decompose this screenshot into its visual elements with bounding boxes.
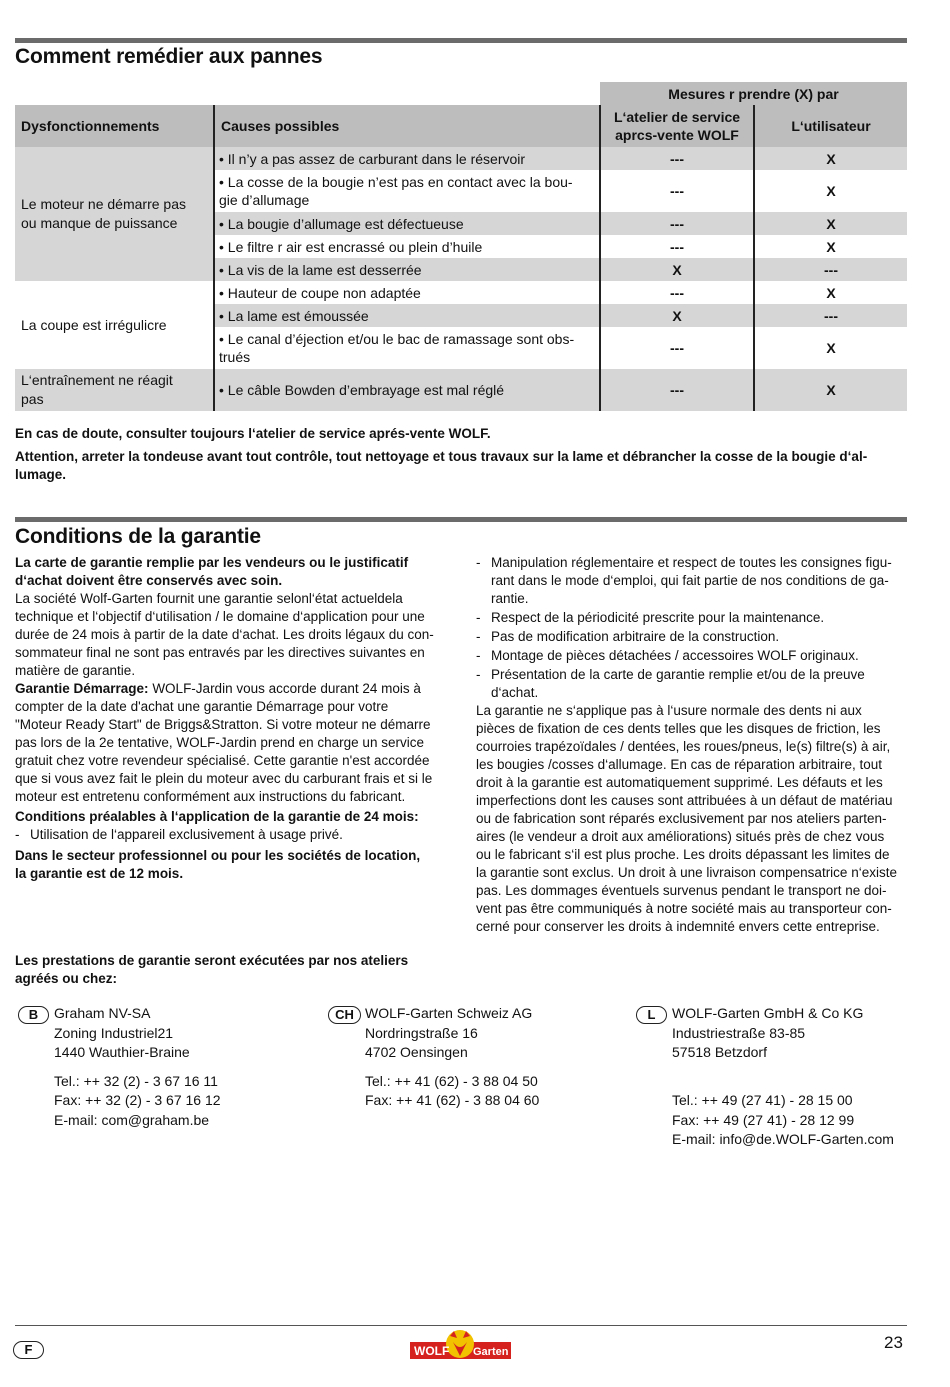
workshop-mark: X [600, 258, 754, 281]
user-mark: X [754, 147, 907, 170]
note-attention: Attention, arreter la tondeuse avant tout contrôle, tout nettoyage et tous travaux sur la lame et débrancher la cosse de la bougie d‘al- lumage. [15, 449, 868, 482]
workshop-mark: --- [600, 327, 754, 369]
country-badge-b: B [18, 1006, 49, 1024]
warranty-right-column [476, 554, 911, 936]
cause-cell: • Hauteur de coupe non adaptée [214, 281, 600, 304]
warranty-start-paragraph: Garantie Démarrage: WOLF-Jardin vous accorde durant 24 mois à compter de la date d'achat une garantie Démarrage pour votre "Moteur Ready Start" de Briggs&Stratton. Si votre moteur ne démarre pas lors de la 2e tentative, WOLF-Jardin prend en charge un service gratuit chez votre revendeur spécialisé. Cette garantie n'est accordée que si vous avez fait le plein du moteur avec du carburant frais et si le moteur est entretenu conformément aux instructions du fabricant. [15, 681, 433, 804]
cause-cell: • La vis de la lame est desserrée [214, 258, 600, 281]
list-item: - Respect de la périodicité prescrite pour la maintenance. [476, 609, 911, 627]
list-item: - Pas de modification arbitraire de la construction. [476, 628, 911, 646]
footer-rule [15, 1325, 907, 1326]
user-mark: X [754, 212, 907, 235]
address-block-belgium: Graham NV-SA Zoning Industriel21 1440 Wauthier-Braine Tel.: ++ 32 (2) - 3 67 16 11 Fax: ++ 32 (2) - 3 67 16 12 E-mail: com@graham.be [54, 1005, 221, 1128]
section-rule [15, 38, 907, 43]
cause-cell: • La lame est émoussée [214, 304, 600, 327]
country-badge-l: L [636, 1006, 667, 1024]
troubleshooting-notes [15, 425, 910, 489]
user-mark: X [754, 369, 907, 411]
workshop-mark: --- [600, 170, 754, 212]
language-badge: F [13, 1341, 44, 1359]
cause-cell: • Le filtre r air est encrassé ou plein d’huile [214, 235, 600, 258]
user-mark: --- [754, 258, 907, 281]
list-item: - Utilisation de l‘appareil exclusivement à usage privé. [15, 826, 455, 844]
table-row [15, 369, 907, 411]
logo-text-wolf: WOLF [414, 1344, 450, 1358]
warranty-prereq-list [15, 826, 455, 844]
col-header-causes: Causes possibles [214, 105, 600, 147]
section-title-troubleshooting: Comment remédier aux pannes [15, 45, 323, 68]
wolf-garten-logo [410, 1330, 511, 1360]
section-rule [15, 517, 907, 522]
col-header-dysfunctions: Dysfonctionnements [15, 105, 214, 147]
workshop-mark: --- [600, 212, 754, 235]
col-header-user: L‘utilisateur [754, 105, 907, 147]
user-mark: X [826, 238, 836, 255]
user-mark: --- [754, 304, 907, 327]
cause-cell: • La bougie d’allumage est défectueuse [214, 212, 600, 235]
workshop-mark: --- [600, 147, 754, 170]
user-mark: X [826, 340, 836, 356]
dysfunction-cell: Le moteur ne démarre pas ou manque de puissance [15, 147, 214, 281]
warranty-intro: La carte de garantie remplie par les vendeurs ou le justificatif d‘achat doivent être conservés avec soin. [15, 555, 409, 588]
workshop-mark: --- [600, 369, 754, 411]
user-mark: X [826, 284, 836, 301]
page-number: 23 [884, 1333, 903, 1352]
logo-text-garten: Garten [473, 1346, 509, 1358]
warranty-left-column [15, 554, 455, 883]
warranty-exclusions-paragraph: La garantie ne s‘applique pas à l‘usure normale des dents ni aux pièces de fixation de ces dents telles que les disques de friction, les courroies trapézoïdales / dentées, les roues/pneus, le(s) filtre(s) à air, les bougies /cosses d‘allumage. En cas de réparation arbitraire, tout droit à la garantie est automatiquement supprimé. Les défauts et les imperfections dont les causes sont attribuées à un défaut de matériau ou de fabrication sont réparés exclusivement par nos ateliers parten- aires (le vendeur a droit aux améliorations) situés près de chez vous ou le fabricant s‘il est plus proche. Les droits dépassant les limites de la garantie sont exclus. Un droit à une livraison compensatrice n‘existe pas. Les dommages éventuels survenus pendant le transport ne doi- vent pas être communiqués à notre société mais au transporteur con- cerné pour conserver les droits à indemnité envers cette entreprise. [476, 703, 897, 934]
address-block-luxembourg: WOLF-Garten GmbH & Co KG Industriestraße 83-85 57518 Betzdorf Tel.: ++ 49 (27 41) - 28 15 00 Fax: ++ 49 (27 41) - 28 12 99 E-mail: info@de.WOLF-Garten.com [672, 1005, 894, 1147]
warranty-professional: Dans le secteur professionnel ou pour les sociétés de location, la garantie est de 12 mois. [15, 848, 421, 881]
list-item: - Montage de pièces détachées / accessoires WOLF originaux. [476, 647, 911, 665]
table-row [15, 147, 907, 170]
workshop-mark: --- [600, 235, 754, 258]
address-block-switzerland: WOLF-Garten Schweiz AG Nordringstraße 16 4702 Oensingen Tel.: ++ 41 (62) - 3 88 04 50 Fax: ++ 41 (62) - 3 88 04 60 [365, 1005, 540, 1108]
country-badge-ch: CH [328, 1006, 361, 1024]
warranty-services-heading: Les prestations de garantie seront exécutées par nos ateliers agréés ou chez: [15, 953, 409, 986]
workshop-mark: X [600, 304, 754, 327]
section-title-warranty: Conditions de la garantie [15, 525, 261, 548]
measures-header: Mesures r prendre (X) par [600, 82, 907, 105]
list-item: - Présentation de la carte de garantie remplie et/ou de la preuve d‘achat. [476, 666, 911, 702]
table-row [15, 281, 907, 304]
user-mark: X [826, 183, 836, 199]
note-consult: En cas de doute, consulter toujours l‘atelier de service aprés-vente WOLF. [15, 426, 491, 441]
warranty-conditions-list [476, 554, 911, 702]
workshop-mark: --- [600, 281, 754, 304]
dysfunction-cell: L‘entraînement ne réagit pas [15, 369, 214, 411]
warranty-prereq-heading: Conditions préalables à l‘application de la garantie de 24 mois: [15, 809, 419, 824]
cause-cell: • Il n’y a pas assez de carburant dans le réservoir [214, 147, 600, 170]
cause-cell: • La cosse de la bougie n’est pas en contact avec la bou- gie d’allumage [214, 170, 600, 212]
troubleshooting-table [15, 82, 907, 411]
cause-cell: • Le câble Bowden d’embrayage est mal réglé [214, 369, 600, 411]
cause-cell: • Le canal d’éjection et/ou le bac de ramassage sont obs- trués [214, 327, 600, 369]
list-item: - Manipulation réglementaire et respect de toutes les consignes figu- rant dans le mode d‘emploi, qui fait partie de nos conditions de ga- rantie. [476, 554, 911, 608]
dysfunction-cell: La coupe est irrégulicre [15, 281, 214, 369]
warranty-paragraph: La société Wolf-Garten fournit une garantie selonl‘état actueldela technique et l‘objectif d‘utilisation / le domaine d‘application pour une durée de 24 mois à partir de la date d‘achat. Les droits légaux du con- sommateur final ne sont pas entravés par les directives suivantes en matière de garantie. [15, 591, 434, 678]
col-header-workshop: L‘atelier de service aprcs-vente WOLF [600, 105, 754, 147]
